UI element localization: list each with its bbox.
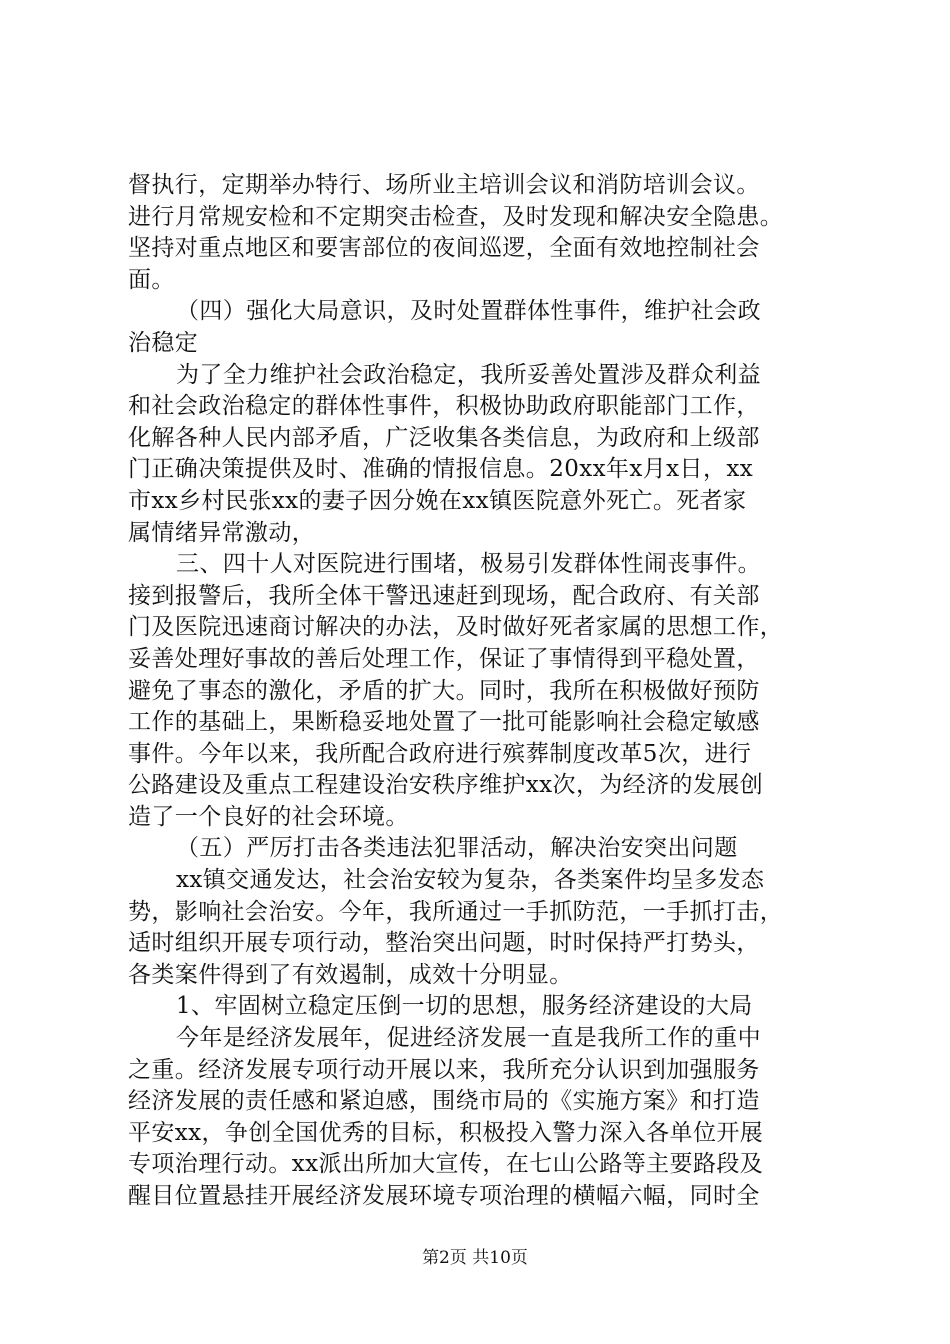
text-line: 进行月常规安检和不定期突击检查，及时发现和解决安全隐患。 [128, 203, 784, 230]
text-line: 经济发展的责任感和紧迫感，围绕市局的《实施方案》和打造 [128, 1088, 760, 1115]
text-line: 醒目位置悬挂开展经济发展环境专项治理的横幅六幅，同时全 [128, 1183, 760, 1209]
text-line: 造了一个良好的社会环境。 [128, 803, 409, 830]
text-line: 市xx乡村民张xx的妻子因分娩在xx镇医院意外死亡。死者家 [128, 487, 747, 514]
text-line: 为了全力维护社会政治稳定，我所妥善处置涉及群众利益 [176, 361, 761, 388]
text-line: 面。 [128, 266, 175, 293]
text-line: 工作的基础上，果断稳妥地处置了一批可能影响社会稳定敏感 [128, 709, 760, 736]
text-line: 1、牢固树立稳定压倒一切的思想，服务经济建设的大局 [176, 993, 753, 1020]
text-line: 和社会政治稳定的群体性事件，积极协助政府职能部门工作， [128, 393, 760, 420]
text-line: 治稳定 [128, 329, 199, 356]
text-line: 门正确决策提供及时、准确的情报信息。20xx年x月x日，xx [128, 456, 754, 483]
text-line: 妥善处理好事故的善后处理工作，保证了事情得到平稳处置， [128, 645, 760, 672]
text-line: 避免了事态的激化，矛盾的扩大。同时，我所在积极做好预防 [128, 677, 760, 704]
text-line: 平安xx，争创全国优秀的目标，积极投入警力深入各单位开展 [128, 1119, 764, 1146]
text-line: 各类案件得到了有效遏制，成效十分明显。 [128, 961, 573, 988]
text-line: 适时组织开展专项行动，整治突出问题，时时保持严打势头， [128, 930, 760, 957]
text-line: 化解各种人民内部矛盾，广泛收集各类信息，为政府和上级部 [128, 424, 760, 451]
text-line: 坚持对重点地区和要害部位的夜间巡逻，全面有效地控制社会 [128, 235, 760, 262]
text-line: 督执行，定期举办特行、场所业主培训会议和消防培训会议。 [128, 172, 760, 198]
text-line: 属情绪异常激动， [128, 519, 316, 546]
text-line: （五）严厉打击各类违法犯罪活动，解决治安突出问题 [176, 835, 738, 862]
text-line: 势，影响社会治安。今年，我所通过一手抓防范，一手抓打击， [128, 898, 784, 925]
text-line: （四）强化大局意识，及时处置群体性事件，维护社会政 [176, 298, 761, 325]
text-line: 今年是经济发展年，促进经济发展一直是我所工作的重中 [176, 1025, 761, 1052]
document-body [128, 170, 840, 1213]
text-line: 事件。今年以来，我所配合政府进行殡葬制度改革5次，进行 [128, 740, 752, 767]
text-line: 专项治理行动。xx派出所加大宣传，在七山公路等主要路段及 [128, 1151, 764, 1178]
text-line: 门及医院迅速商讨解决的办法，及时做好死者家属的思想工作， [128, 614, 784, 641]
text-line: 公路建设及重点工程建设治安秩序维护xx次，为经济的发展创 [128, 772, 764, 799]
text-line: xx镇交通发达，社会治安较为复杂，各类案件均呈多发态 [176, 867, 765, 894]
text-line: 之重。经济发展专项行动开展以来，我所充分认识到加强服务 [128, 1056, 760, 1083]
text-line: 三、四十人对医院进行围堵，极易引发群体性闹丧事件。 [176, 551, 761, 578]
text-line: 接到报警后，我所全体干警迅速赶到现场，配合政府、有关部 [128, 582, 760, 609]
page-footer: 第2页 共10页 [422, 1248, 528, 1268]
